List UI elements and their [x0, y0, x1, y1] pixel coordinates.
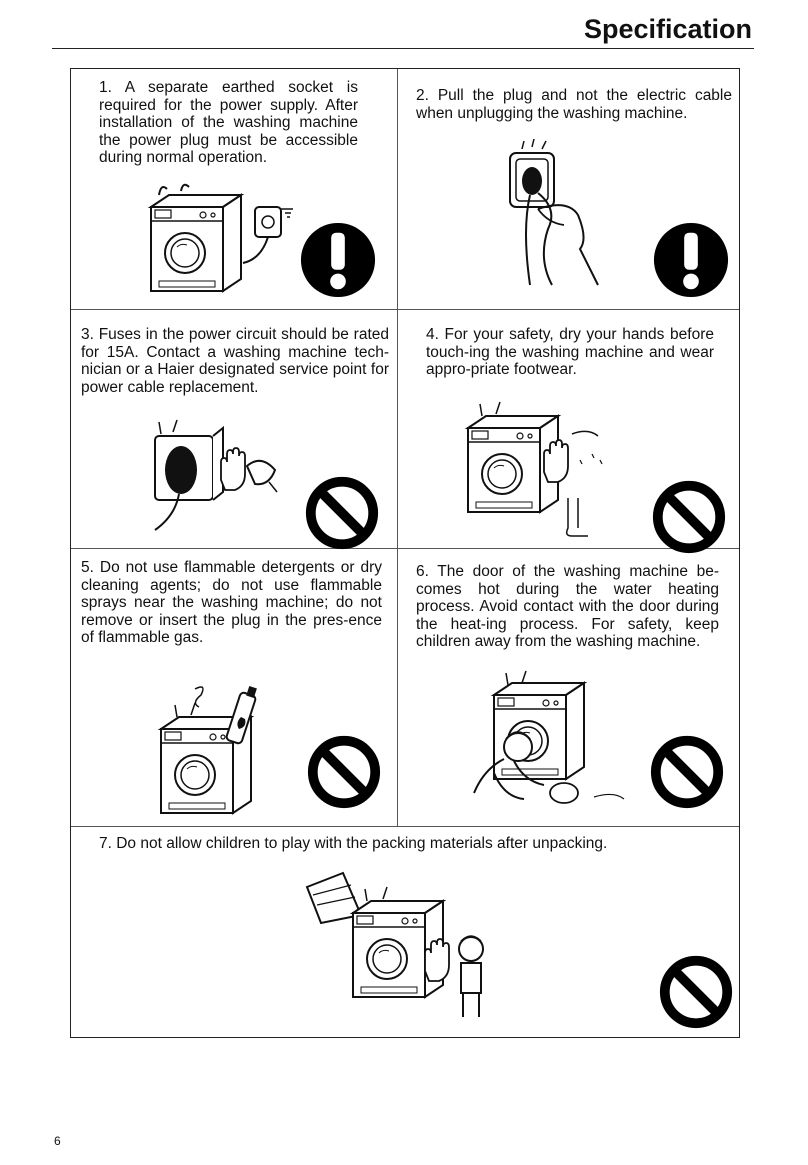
instruction-cell-7 — [71, 827, 739, 1037]
prohibition-icon — [657, 953, 735, 1031]
flammable-spray-illustration — [161, 683, 291, 813]
unplugging-hand-illustration — [508, 149, 618, 289]
instruction-cell-6 — [398, 549, 739, 826]
page-header — [52, 12, 754, 49]
instruction-text: 3. Fuses in the power circuit should be rated for 15A. Contact a washing machine tech-nician or a Haier designated service point for power cable replacement. — [81, 326, 389, 396]
mandatory-exclamation-icon — [299, 221, 377, 299]
prohibition-icon — [648, 733, 726, 811]
instruction-cell-5 — [71, 549, 397, 826]
instruction-text: 2. Pull the plug and not the electric cable when unplugging the washing machine. — [416, 87, 732, 122]
instruction-cell-2 — [398, 69, 739, 309]
instruction-cell-4 — [398, 310, 739, 548]
prohibition-icon — [303, 474, 381, 552]
page-number: 6 — [54, 1134, 61, 1148]
instruction-text: 1. A separate earthed socket is required for the power supply. After installation of the washing machine the power plug must be accessible during normal operation. — [99, 79, 358, 166]
instruction-cell-3 — [71, 310, 397, 548]
instruction-text: 5. Do not use flammable detergents or dry cleaning agents; do not use flammable sprays near the washing machine; do not remove or insert the plug in the pres-ence of flammable gas. — [81, 559, 382, 646]
mandatory-exclamation-icon — [652, 221, 730, 299]
safety-instructions-grid — [70, 68, 740, 1038]
instruction-text: 6. The door of the washing machine be-comes hot during the water heating process. Avoid contact with the door during the heat-ing process. For safety, keep children away from the washing machine. — [416, 563, 719, 650]
washer-socket-illustration — [151, 179, 301, 299]
prohibition-icon — [305, 733, 383, 811]
hot-door-child-illustration — [464, 673, 644, 813]
page-title: Specification — [583, 14, 752, 44]
instruction-text: 7. Do not allow children to play with the packing materials after unpacking. — [99, 835, 608, 852]
packing-materials-illustration — [303, 871, 503, 1031]
instruction-text: 4. For your safety, dry your hands before touch-ing the washing machine and wear appro-priate footwear. — [426, 326, 714, 378]
prohibition-icon — [650, 478, 728, 556]
wet-hands-illustration — [468, 402, 648, 542]
instruction-cell-1 — [71, 69, 397, 309]
fuse-socket-illustration — [151, 426, 291, 536]
